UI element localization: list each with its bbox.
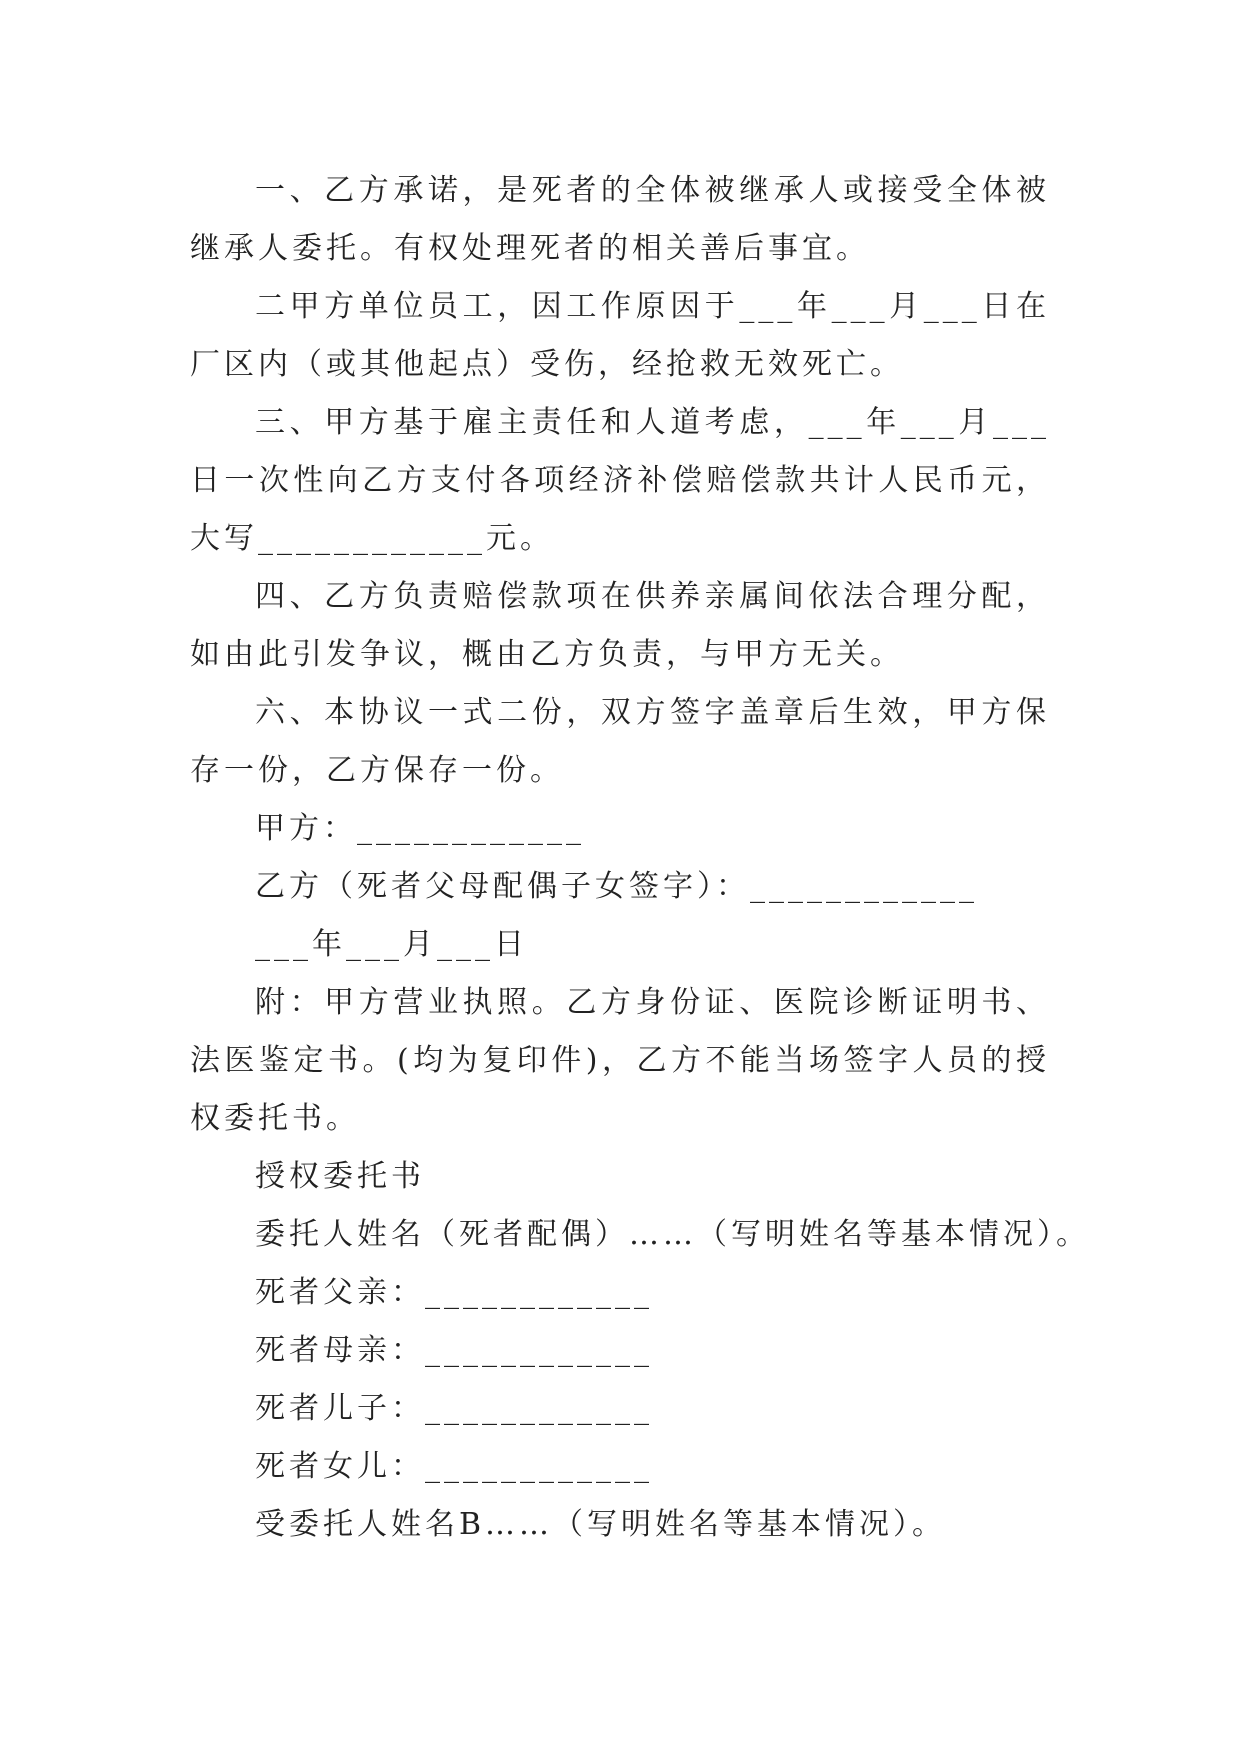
poa-title: 授权委托书 xyxy=(255,1159,425,1194)
document-body xyxy=(190,162,1090,1554)
agent-line: 受委托人姓名B……（写明姓名等基本情况）。 xyxy=(255,1507,947,1542)
party-b-signature: 乙方（死者父母配偶子女签字）：____________ xyxy=(255,869,978,904)
clause-3: 三、甲方基于雇主责任和人道考虑，___年___月___日一次性向乙方支付各项经济补偿赔偿款共计人民币元，大写____________元。 xyxy=(190,405,1050,556)
clause-2: 二甲方单位员工，因工作原因于___年___月___日在厂区内（或其他起点）受伤，经抢救无效死亡。 xyxy=(190,289,1050,382)
party-a-signature: 甲方：____________ xyxy=(255,811,585,846)
mother-signature: 死者母亲：____________ xyxy=(255,1333,653,1368)
principal-line: 委托人姓名（死者配偶）……（写明姓名等基本情况）。 xyxy=(255,1217,1090,1252)
father-signature: 死者父亲：____________ xyxy=(255,1275,653,1310)
date-line: ___年___月___日 xyxy=(255,927,528,962)
daughter-signature: 死者女儿：____________ xyxy=(255,1449,653,1484)
clause-4: 四、乙方负责赔偿款项在供养亲属间依法合理分配，如由此引发争议，概由乙方负责，与甲方无关。 xyxy=(190,579,1050,672)
son-signature: 死者儿子：____________ xyxy=(255,1391,653,1426)
clause-6: 六、本协议一式二份，双方签字盖章后生效，甲方保存一份，乙方保存一份。 xyxy=(190,695,1050,788)
clause-1: 一、乙方承诺，是死者的全体被继承人或接受全体被继承人委托。有权处理死者的相关善后事宜。 xyxy=(190,173,1050,266)
attachment-note: 附：甲方营业执照。乙方身份证、医院诊断证明书、法医鉴定书。(均为复印件)，乙方不能当场签字人员的授权委托书。 xyxy=(190,985,1050,1136)
